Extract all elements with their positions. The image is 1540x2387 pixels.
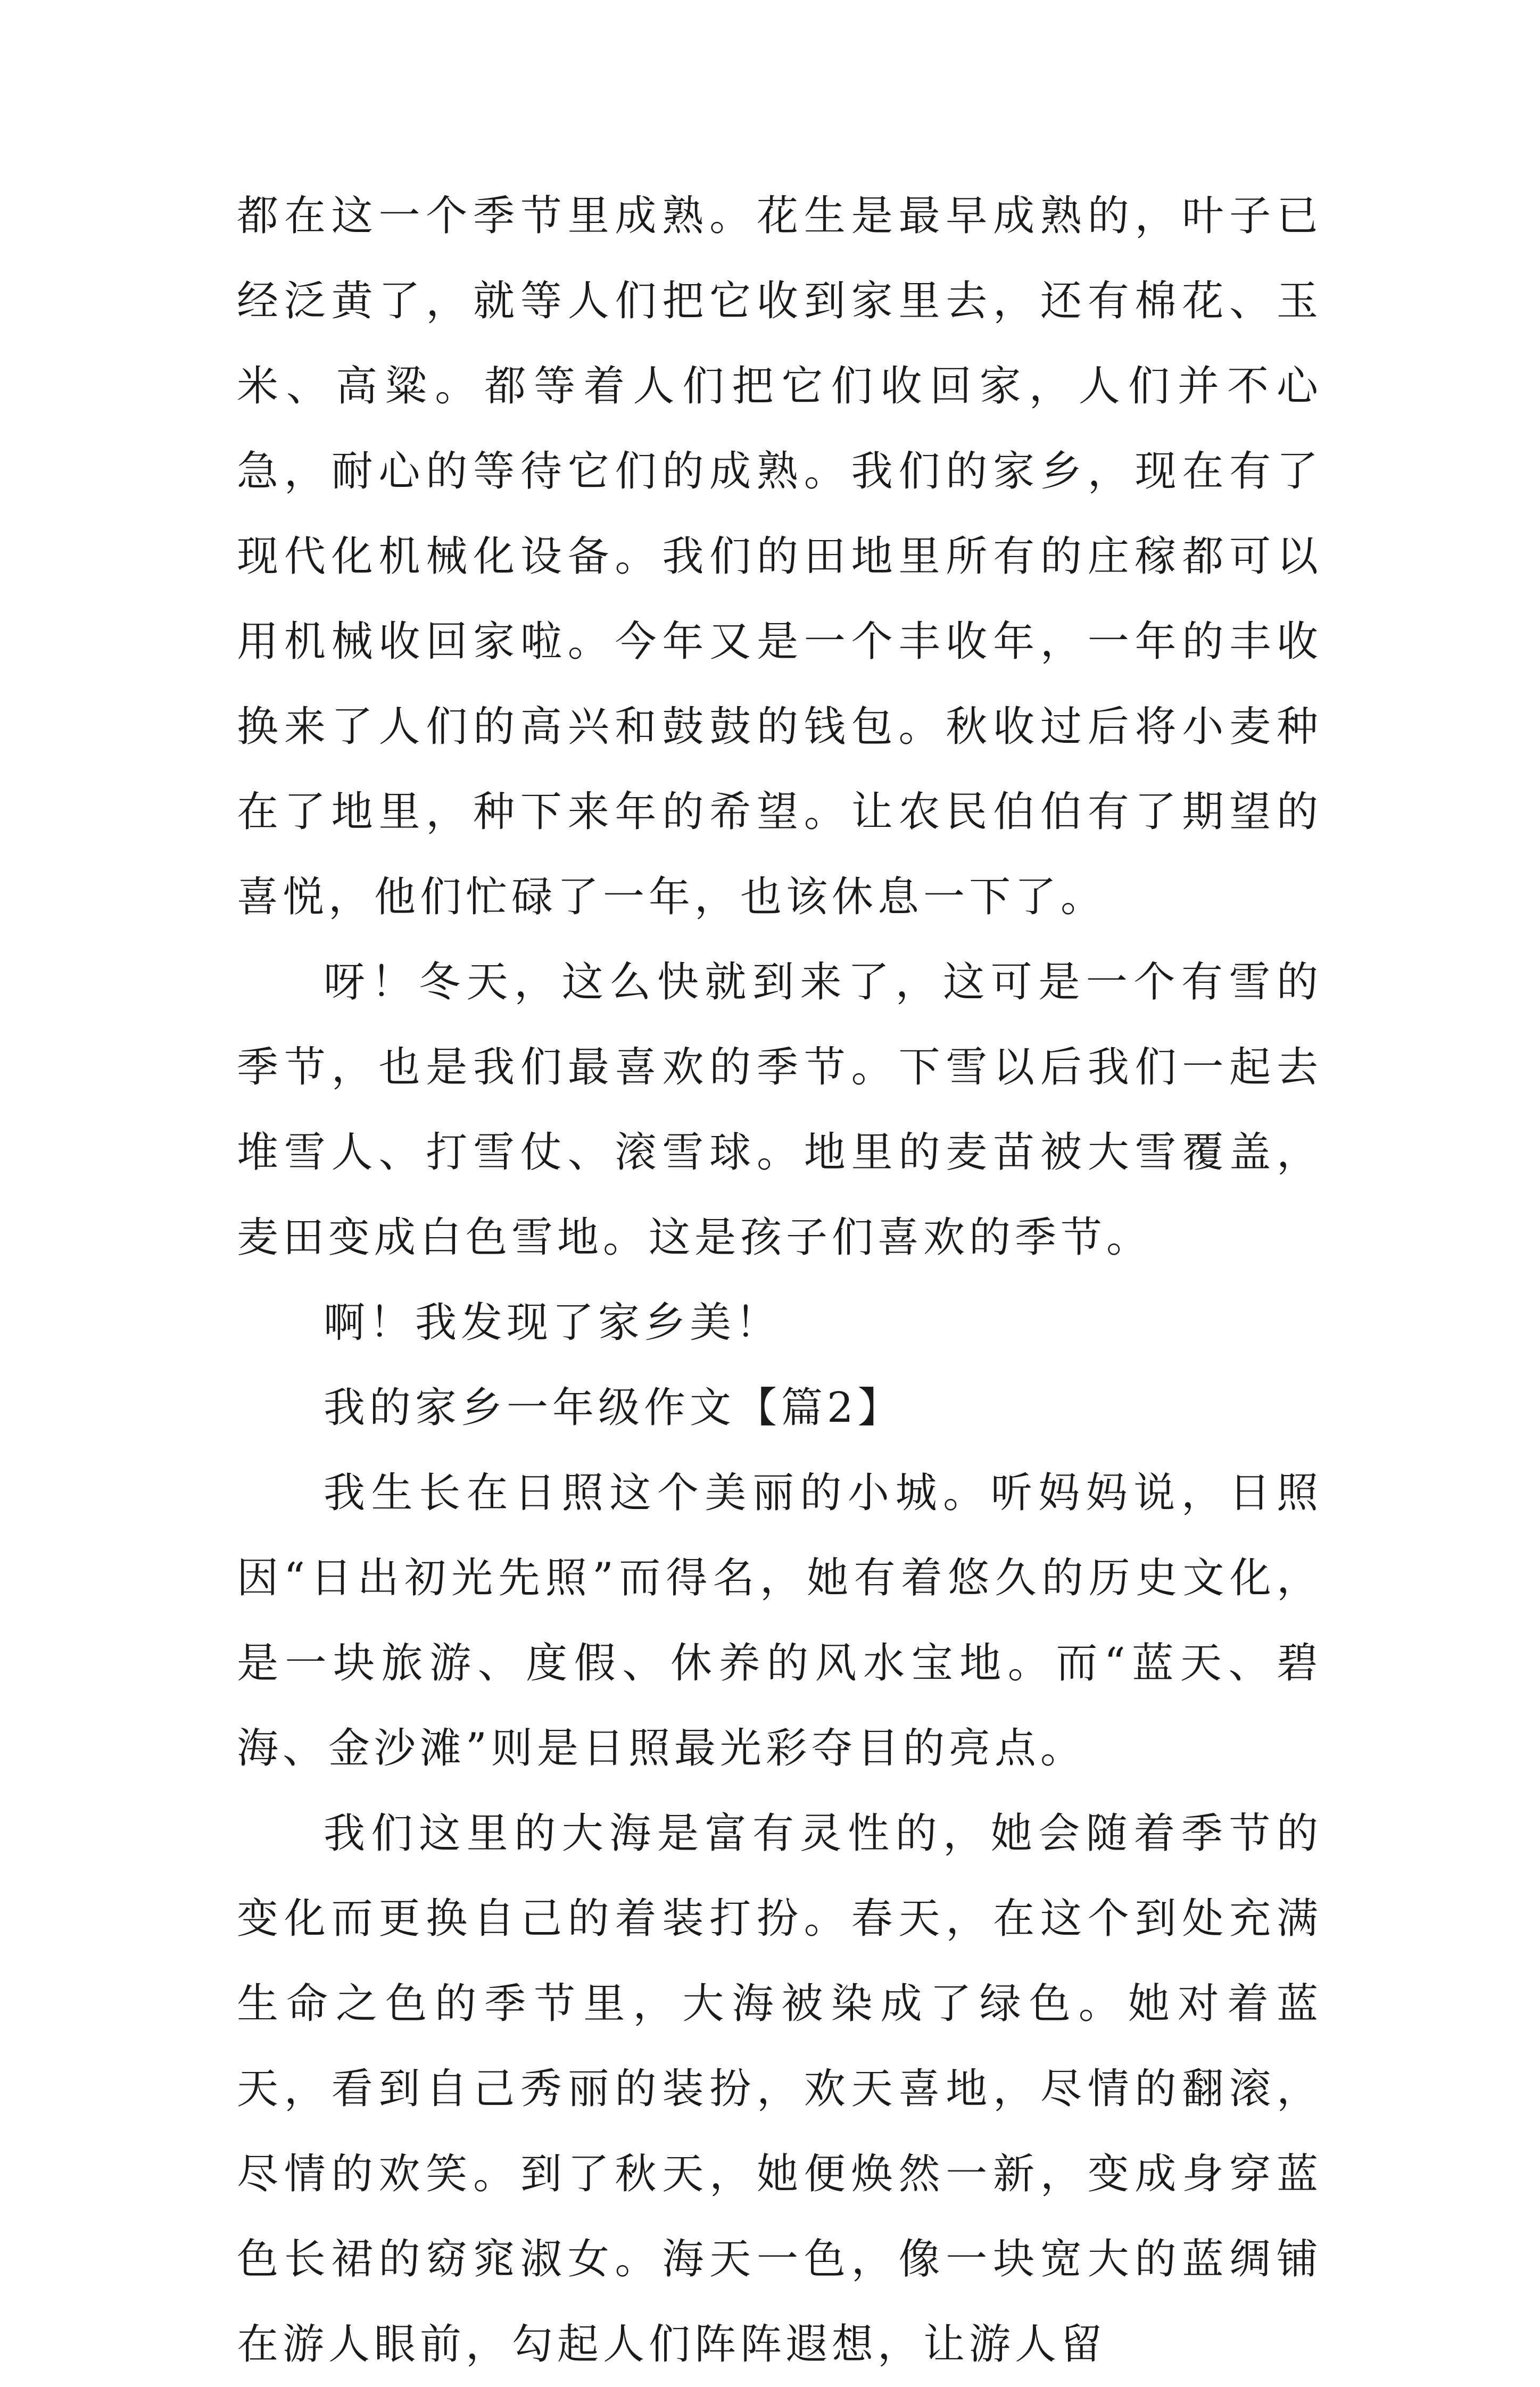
paragraph-5: 我们这里的大海是富有灵性的，她会随着季节的变化而更换自己的着装打扮。春天，在这个到处充满生命之色的季节里，大海被染成了绿色。她对着蓝天，看到自己秀丽的装扮，欢天喜地，尽情的翻滚，尽情的欢笑。到了秋天，她便焕然一新，变成身穿蓝色长裙的窈窕淑女。海天一色，像一块宽大的蓝绸铺在游人眼前，勾起人们阵阵遐想，让游人留: [237, 1810, 1322, 2368]
paragraph-2: 呀！冬天，这么快就到来了，这可是一个有雪的季节，也是我们最喜欢的季节。下雪以后我们一起去堆雪人、打雪仗、滚雪球。地里的麦苗被大雪覆盖，麦田变成白色雪地。这是孩子们喜欢的季节。: [237, 958, 1322, 1262]
paragraph-1: 都在这一个季节里成熟。花生是最早成熟的，叶子已经泛黄了，就等人们把它收到家里去，还有棉花、玉米、高粱。都等着人们把它们收回家，人们并不心急，耐心的等待它们的成熟。我们的家乡，现在有了现代化机械化设备。我们的田地里所有的庄稼都可以用机械收回家啦。今年又是一个丰收年，一年的丰收换来了人们的高兴和鼓鼓的钱包。秋收过后将小麦种在了地里，种下来年的希望。让农民伯伯有了期望的喜悦，他们忙碌了一年，也该休息一下了。: [237, 192, 1322, 921]
paragraph-4: 我生长在日照这个美丽的小城。听妈妈说，日照因“日出初光先照”而得名，她有着悠久的历史文化，是一块旅游、度假、休养的风水宝地。而“蓝天、碧海、金沙滩”则是日照最光彩夺目的亮点。: [237, 1469, 1322, 1772]
section-heading: 我的家乡一年级作文【篇2】: [324, 1384, 904, 1432]
paragraph-3: 啊！我发现了家乡美！: [324, 1299, 782, 1347]
document-body: [237, 173, 1322, 2387]
